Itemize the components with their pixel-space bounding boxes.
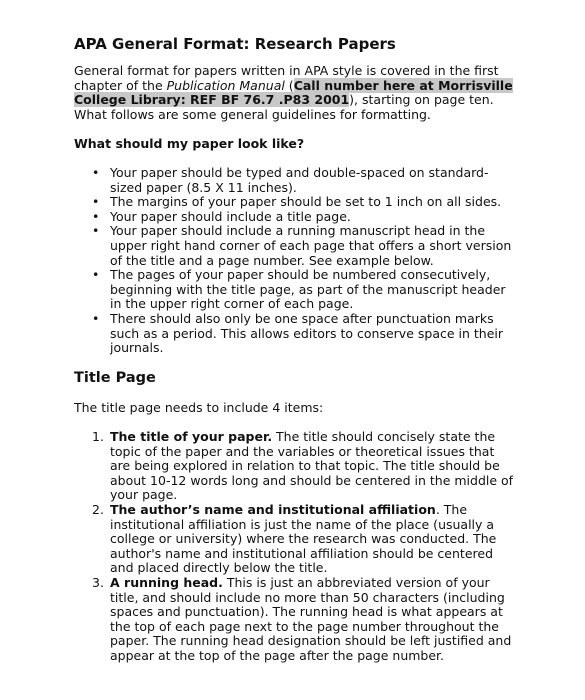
- item-text: This is just an abbreviated version of your title, and should include no more than 50 characters (including spaces and punctuation). The running head is what appears at the top of each page next to the page number throughout the paper. The running head designation should be left justified and appear at the top of the page after the page number.: [110, 574, 512, 663]
- section-heading-title-page: Title Page: [74, 370, 156, 386]
- numbered-item: [74, 576, 514, 664]
- bullet-dot-icon: •: [92, 267, 100, 283]
- item-number: 1.: [92, 429, 104, 444]
- title-page-numbered-list: [74, 430, 514, 664]
- document-title: APA General Format: Research Papers: [74, 35, 396, 53]
- bullet-item: [74, 195, 514, 210]
- bullet-dot-icon: •: [92, 310, 100, 326]
- item-bold-lead: The author’s name and institutional affiliation: [110, 501, 436, 517]
- bullet-dot-icon: •: [92, 208, 100, 224]
- bullet-item: [74, 224, 514, 268]
- intro-text-2: (: [284, 77, 294, 93]
- bullet-item: [74, 166, 514, 195]
- item-text: . The institutional affiliation is just the name of the place (usually a college or university) where the research was conducted. The author's name and institutional affiliation should be centered and placed directly below the title.: [110, 501, 497, 576]
- bullet-text: Your paper should include a title page.: [110, 208, 351, 224]
- call-number-highlight: Call number here at Morrisville College Library: REF BF 76.7 .P83 2001: [74, 77, 513, 108]
- intro-text-1: General format for papers written in APA style is covered in the first chapter of the: [74, 63, 499, 93]
- bullet-dot-icon: •: [92, 165, 100, 180]
- intro-paragraph: [74, 64, 514, 122]
- item-text: The title should concisely state the topic of the paper and the variables or theoretical issues that are being explored in relation to that topic. The title should be about 10-12 words long and should be centered in the middle of your page.: [110, 429, 514, 503]
- bullet-text: There should also only be one space after punctuation marks such as a period. This allows editors to conserve space in their journals.: [110, 310, 504, 356]
- section-heading-paper-look: What should my paper look like?: [74, 136, 305, 151]
- item-number: 3.: [92, 574, 104, 590]
- bullet-item: [74, 210, 514, 225]
- bullet-dot-icon: •: [92, 223, 100, 239]
- item-bold-lead: The title of your paper.: [110, 429, 273, 444]
- bullet-dot-icon: •: [92, 194, 100, 210]
- bullet-text: The pages of your paper should be numbered consecutively, beginning with the title page, as part of the manuscript header in the upper right corner of each page.: [110, 267, 506, 312]
- bullet-text: The margins of your paper should be set to 1 inch on all sides.: [110, 194, 502, 210]
- bullet-text: Your paper should be typed and double-spaced on standard-sized paper (8.5 X 11 inches).: [110, 165, 489, 195]
- intro-text-3: ), starting on page ten. What follows are some general guidelines for formatting.: [74, 92, 494, 122]
- numbered-item: [74, 503, 514, 576]
- numbered-item: [74, 430, 514, 503]
- title-page-intro: The title page needs to include 4 items:: [74, 400, 324, 415]
- guidelines-bullet-list: [74, 166, 514, 356]
- item-bold-lead: A running head.: [110, 574, 223, 590]
- bullet-text: Your paper should include a running manuscript head in the upper right hand corner of each page that offers a short version of the title and a page number. See example below.: [110, 223, 512, 268]
- bullet-item: [74, 312, 514, 356]
- item-number: 2.: [92, 501, 104, 517]
- bullet-item: [74, 268, 514, 312]
- publication-manual-italic: Publication Manual: [166, 77, 285, 93]
